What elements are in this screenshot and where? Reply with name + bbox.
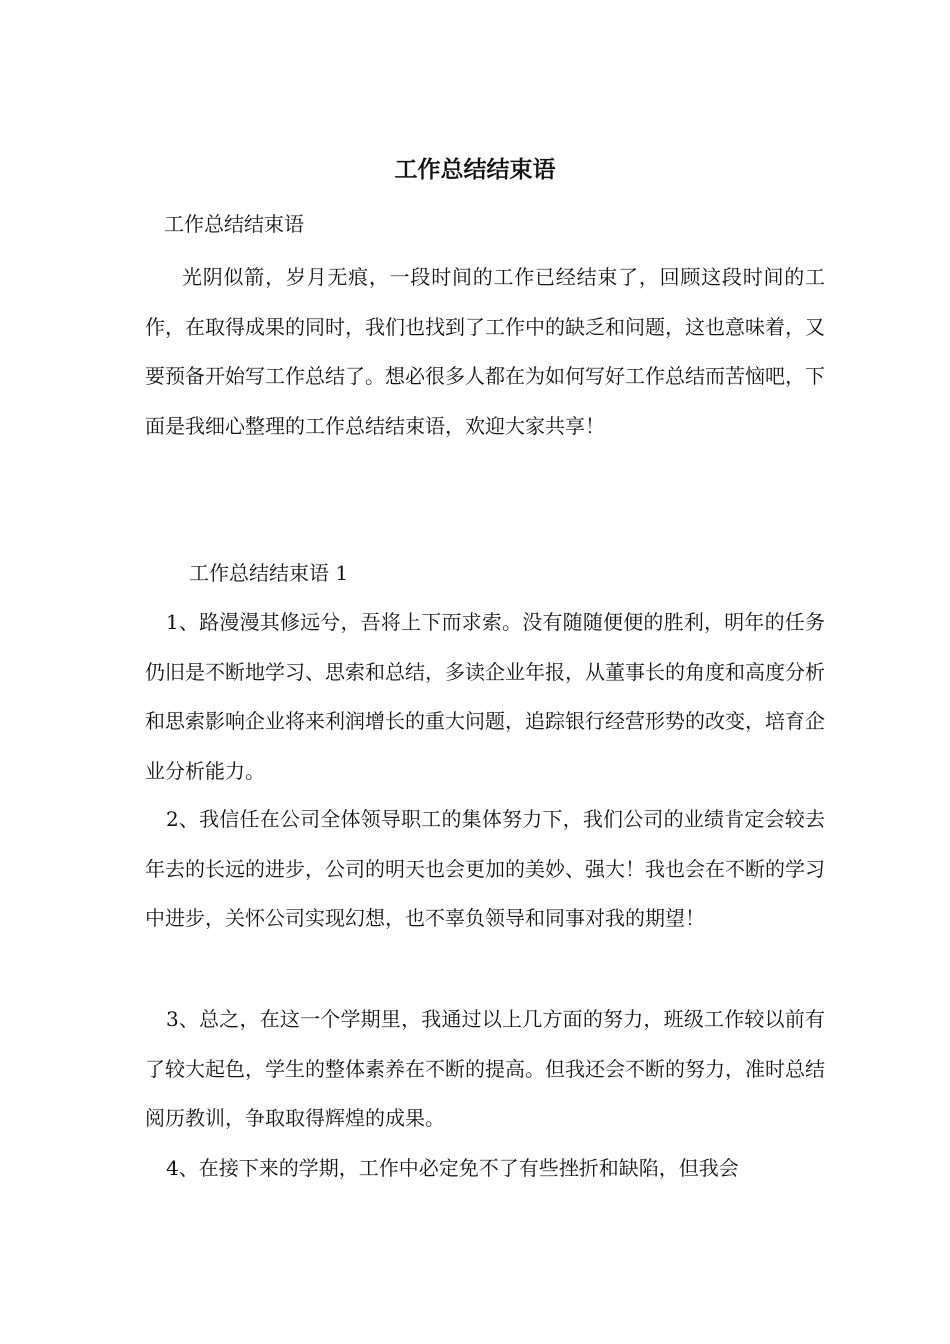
list-item: 4、在接下来的学期，工作中必定免不了有些挫折和缺陷，但我会: [166, 1156, 739, 1180]
list-item: 3、总之，在这一个学期里，我通过以上几方面的努力，班级工作较以前有了较大起色，学生的整体素养在不断的提高。但我还会不断的努力，准时总结阅历教训，争取取得辉煌的成果。: [145, 1007, 825, 1130]
document-title: 工作总结结束语: [394, 156, 556, 183]
intro-paragraph: 光阴似箭，岁月无痕，一段时间的工作已经结束了，回顾这段时间的工作，在取得成果的同时，我们也找到了工作中的缺乏和问题，这也意味着，又要预备开始写工作总结了。想必很多人都在为如何写好工作总结而苦恼吧，下面是我细心整理的工作总结结束语，欢迎大家共享！: [145, 265, 825, 438]
document-subtitle: 工作总结结束语: [164, 212, 304, 236]
list-item: 2、我信任在公司全体领导职工的集体努力下，我们公司的业绩肯定会较去年去的长远的进步，公司的明天也会更加的美妙、强大！我也会在不断的学习中进步，关怀公司实现幻想，也不辜负领导和同事对我的期望！: [145, 807, 825, 930]
section-heading: 工作总结结束语 1: [189, 561, 349, 585]
list-item: 1、路漫漫其修远兮，吾将上下而求索。没有随随便便的胜利，明年的任务仍旧是不断地学习、思索和总结，多读企业年报，从董事长的角度和高度分析和思索影响企业将来利润增长的重大问题，追踪银行经营形势的改变，培育企业分析能力。: [145, 610, 825, 783]
